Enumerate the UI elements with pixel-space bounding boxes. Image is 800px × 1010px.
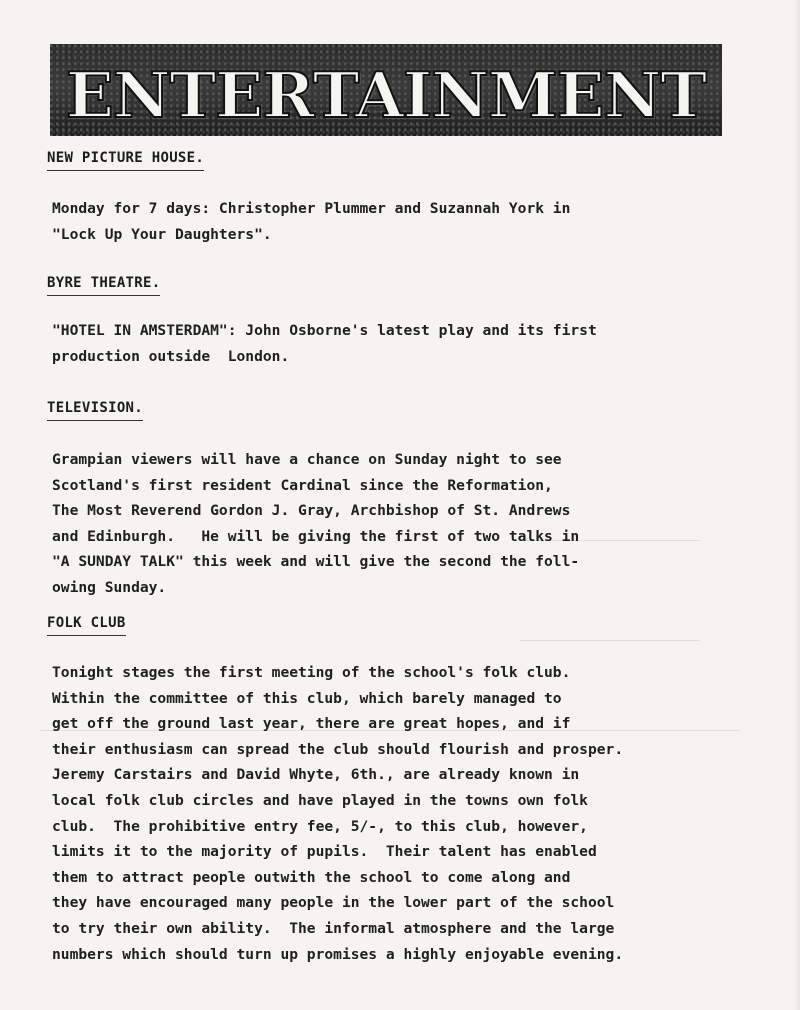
text-line: "A SUNDAY TALK" this week and will give the second the foll- [52, 553, 580, 571]
text-line: limits it to the majority of pupils. Their talent has enabled [52, 843, 597, 861]
heading-folk-club: FOLK CLUB [47, 615, 126, 636]
text-line: numbers which should turn up promises a highly enjoyable evening. [52, 945, 624, 963]
text-line: their enthusiasm can spread the club should flourish and prosper. [52, 740, 624, 758]
text-line: to try their own ability. The informal atmosphere and the large [52, 919, 615, 937]
text-line: club. The prohibitive entry fee, 5/-, to this club, however, [52, 817, 588, 835]
text-line: Grampian viewers will have a chance on Sunday night to see [52, 451, 562, 468]
text-line: Jeremy Carstairs and David Whyte, 6th., are already known in [52, 766, 580, 784]
heading-television: TELEVISION. [47, 400, 143, 421]
paragraph-television [52, 447, 742, 601]
text-line: "Lock Up Your Daughters". [52, 225, 272, 243]
text-line: production outside London. [52, 347, 290, 365]
heading-byre-theatre: BYRE THEATRE. [47, 275, 160, 296]
text-line: "HOTEL IN AMSTERDAM": John Osborne's latest play and its first [52, 322, 597, 339]
heading-new-picture-house: NEW PICTURE HOUSE. [47, 150, 204, 171]
paragraph-folk-club [52, 660, 742, 967]
text-line: local folk club circles and have played in the towns own folk [52, 791, 588, 809]
banner-title: ENTERTAINMENT [65, 58, 707, 132]
text-line: them to attract people outwith the school to come along and [52, 868, 571, 886]
text-line: and Edinburgh. He will be giving the first of two talks in [52, 527, 580, 545]
paragraph-byre-theatre [52, 318, 742, 369]
text-line: Monday for 7 days: Christopher Plummer and Suzannah York in [52, 200, 571, 217]
page-edge-shadow [794, 0, 800, 1010]
text-line: Scotland's first resident Cardinal since the Reformation, [52, 476, 553, 494]
entertainment-banner [50, 44, 722, 136]
text-line: get off the ground last year, there are great hopes, and if [52, 715, 571, 733]
paragraph-new-picture-house [52, 196, 742, 247]
text-line: owing Sunday. [52, 578, 167, 596]
text-line: they have encouraged many people in the lower part of the school [52, 894, 615, 912]
text-line: The Most Reverend Gordon J. Gray, Archbishop of St. Andrews [52, 502, 571, 520]
text-line: Tonight stages the first meeting of the school's folk club. [52, 664, 571, 681]
text-line: Within the committee of this club, which barely managed to [52, 689, 562, 707]
